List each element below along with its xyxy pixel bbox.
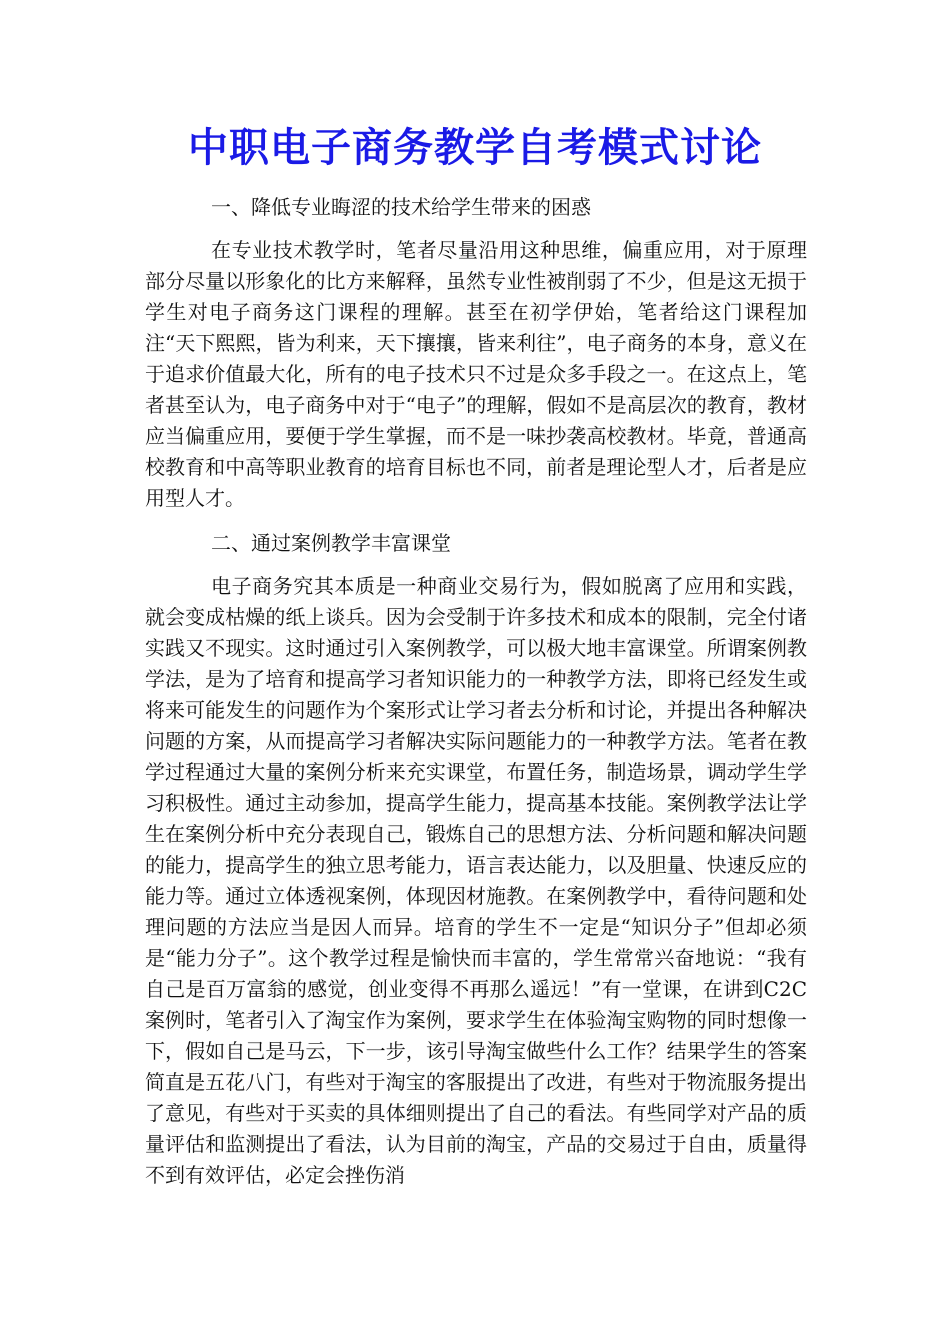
section-heading-1: 一、降低专业晦涩的技术给学生带来的困惑: [211, 195, 591, 219]
spacer: [145, 559, 807, 571]
document-body: [145, 192, 807, 1191]
section-heading-2: 二、通过案例教学丰富课堂: [211, 531, 451, 555]
document-title: 中职电子商务教学自考模式讨论: [188, 124, 762, 171]
spacer: [145, 223, 807, 235]
spacer: [145, 514, 807, 528]
section-paragraph-1: 在专业技术教学时，笔者尽量沿用这种思维，偏重应用，对于原理部分尽量以形象化的比方来解释，虽然专业性被削弱了不少，但是这无损于学生对电子商务这门课程的理解。甚至在初学伊始，笔者给这门课程加注“天下熙熙，皆为利来，天下攘攘，皆来利往”，电子商务的本身，意义在于追求价值最大化，所有的电子技术只不过是众多手段之一。在这点上，笔者甚至认为，电子商务中对于“电子”的理解，假如不是高层次的教育，教材应当偏重应用，要便于学生掌握，而不是一味抄袭高校教材。毕竟，普通高校教育和中高等职业教育的培育目标也不同，前者是理论型人才，后者是应用型人才。: [145, 238, 807, 510]
section-paragraph-2: 电子商务究其本质是一种商业交易行为，假如脱离了应用和实践，就会变成枯燥的纸上谈兵。因为会受制于许多技术和成本的限制，完全付诸实践又不现实。这时通过引入案例教学，可以极大地丰富课堂。所谓案例教学法，是为了培育和提高学习者知识能力的一种教学方法，即将已经发生或将来可能发生的问题作为个案形式让学习者去分析和讨论，并提出各种解决问题的方案，从而提高学习者解决实际问题能力的一种教学方法。笔者在教学过程通过大量的案例分析来充实课堂，布置任务，制造场景，调动学生学习积极性。通过主动参加，提高学生能力，提高基本技能。案例教学法让学生在案例分析中充分表现自己，锻炼自己的思想方法、分析问题和解决问题的能力，提高学生的独立思考能力，语言表达能力，以及胆量、快速反应的能力等。通过立体透视案例，体现因材施教。在案例教学中，看待问题和处理问题的方法应当是因人而异。培育的学生不一定是“知识分子”但却必须是“能力分子”。这个教学过程是愉快而丰富的，学生常常兴奋地说：“我有自己是百万富翁的感觉，创业变得不再那么遥远！”有一堂课，在讲到C2C案例时，笔者引入了淘宝作为案例，要求学生在体验淘宝购物的同时想像一下，假如自己是马云，下一步，该引导淘宝做些什么工作？结果学生的答案简直是五花八门，有些对于淘宝的客服提出了改进，有些对于物流服务提出了意见，有些对于买卖的具体细则提出了自己的看法。有些同学对产品的质量评估和监测提出了看法，认为目前的淘宝，产品的交易过于自由，质量得不到有效评估，必定会挫伤消: [145, 574, 807, 1187]
